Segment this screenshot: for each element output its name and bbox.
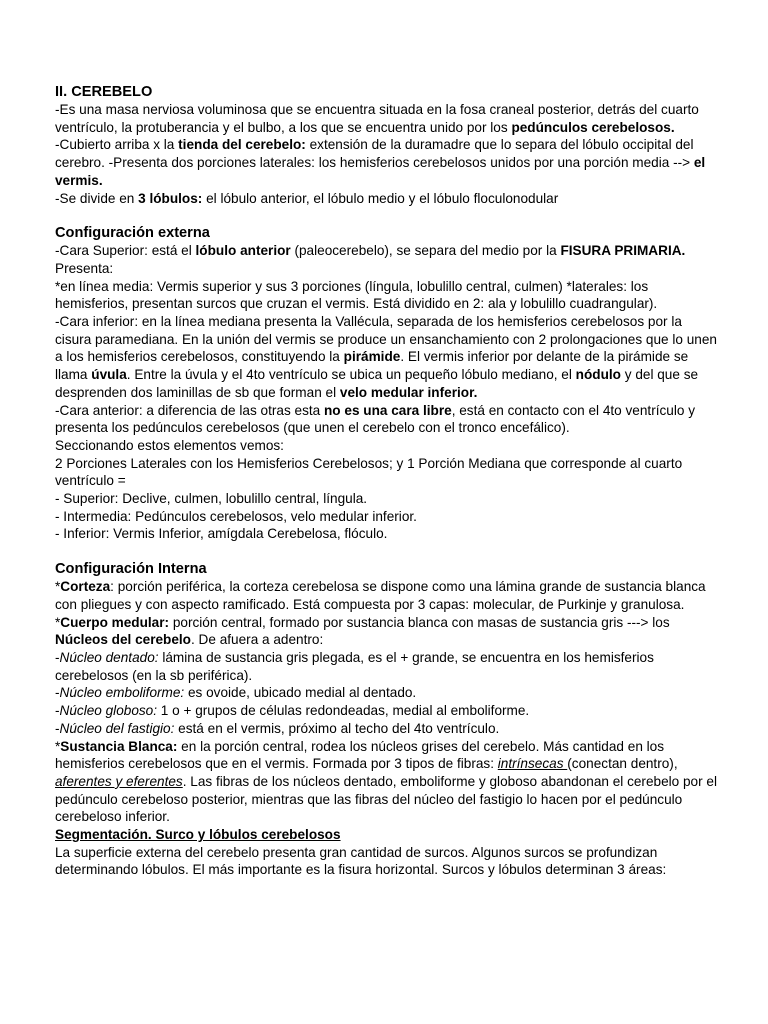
italic-run: Núcleo dentado: <box>59 649 159 665</box>
text-run: extensión de la duramadre que lo separa del lóbulo occipital del cerebro. -Presenta dos porciones laterales: los hemisferios cerebelosos unidos por una porción media --> <box>55 137 694 171</box>
text-run: en la porción central, rodea los núcleos grises del cerebelo. Más cantidad en los hemisferios cerebelosos que en el vermis. Formada por 3 tipos de fibras: <box>55 738 665 772</box>
subsection-heading-underlined <box>55 826 720 844</box>
text-run: -Cara anterior: a diferencia de las otras esta <box>55 402 324 418</box>
list-item: - Superior: Declive, culmen, lobulillo central, língula. <box>55 491 368 507</box>
italic-underline-run: intrínsecas <box>497 756 568 772</box>
bold-run: velo medular inferior. <box>339 384 478 400</box>
bold-run: Corteza <box>60 579 111 595</box>
subsection-heading: Configuración externa <box>55 225 210 242</box>
bold-run: lóbulo anterior <box>195 243 291 259</box>
paragraph <box>55 190 720 208</box>
text-run: - <box>55 685 60 701</box>
text-run: - <box>55 720 60 736</box>
paragraph: Presenta: <box>55 260 114 276</box>
bold-run: el vermis. <box>55 155 706 188</box>
text-run: -Se divide en <box>55 190 139 206</box>
bold-run: Sustancia Blanca: <box>60 738 178 754</box>
paragraph <box>55 242 720 260</box>
bold-run: 3 lóbulos: <box>138 190 203 206</box>
italic-run: Núcleo del fastigio: <box>59 720 175 736</box>
list-item: - Intermedia: Pedúnculos cerebelosos, velo medular inferior. <box>55 508 417 524</box>
text-run: . De afuera a adentro: <box>191 632 324 648</box>
text-run: : porción periférica, la corteza cerebelosa se dispone como una lámina grande de sustancia blanca con pliegues y con aspecto ramificado. Está compuesta por 3 capas: molecular, de Purkinje y granulosa. <box>55 579 706 612</box>
list-item: - Inferior: Vermis Inferior, amígdala Cerebelosa, flóculo. <box>55 526 388 542</box>
subsection-heading: Configuración Interna <box>55 561 207 578</box>
text-run: y del que se desprenden dos laminillas de sb que forman el <box>55 367 699 400</box>
text-run: * <box>55 614 61 630</box>
italic-run: Núcleo globoso: <box>59 703 158 719</box>
text-run: está en el vermis, próximo al techo del 4to ventrículo. <box>174 720 500 736</box>
text-run: . Las fibras de los núcleos dentado, emboliforme y globoso abandonan el cerebelo por el pedúnculo cerebeloso posterior, mientras que las fibras del núcleo del fastigio lo hacen por el pedúnculo cerebeloso inferior. <box>55 773 717 825</box>
text-run: lámina de sustancia gris plegada, es el + grande, se encuentra en los hemisferios cerebelosos (en la sb periférica). <box>55 649 654 683</box>
italic-run: Núcleo emboliforme: <box>59 685 185 701</box>
bold-run: no es una cara libre <box>324 402 452 418</box>
text-run: es ovoide, ubicado medial al dentado. <box>184 685 417 701</box>
text-run: (conectan dentro), <box>567 756 678 772</box>
text-run: , está en contacto con el 4to ventrículo y presenta los pedúnculos cerebelosos (que unen el cerebelo con el tronco encefálico). <box>55 402 696 436</box>
text-run: -Cara inferior: en la línea mediana presenta la Vallécula, separada de los hemisferios cerebelosos por la cisura paramediana. En la unión del vermis se produce un ensanchamiento con 2 prolongaciones que lo unen a los hemisferios cerebelosos, constituyendo la <box>55 314 717 365</box>
paragraph <box>55 136 720 189</box>
text-run: * <box>55 738 61 754</box>
bold-run: pedúnculos cerebelosos. <box>511 119 675 135</box>
paragraph <box>55 702 720 720</box>
text-run: -Es una masa nerviosa voluminosa que se encuentra situada en la fosa craneal posterior, detrás del cuarto ventrículo, la protuberancia y el bulbo, a los que se encuentra unido por los <box>55 102 699 135</box>
text-run: el lóbulo anterior, el lóbulo medio y el lóbulo floculonodular <box>202 190 559 206</box>
bold-underline-run: Segmentación. Surco y lóbulos cerebelosos <box>55 827 341 843</box>
paragraph <box>55 101 720 136</box>
spacer <box>55 543 720 560</box>
text-run: 1 o + grupos de células redondeadas, medial al emboliforme. <box>157 703 530 719</box>
paragraph <box>55 614 720 649</box>
paragraph <box>55 738 720 827</box>
paragraph <box>55 720 720 738</box>
text-run: * <box>55 579 61 595</box>
paragraph <box>55 313 720 402</box>
paragraph: 2 Porciones Laterales con los Hemisferios Cerebelosos; y 1 Porción Mediana que corresponde al cuarto ventrículo = <box>55 455 683 489</box>
bold-run: pirámide <box>343 349 401 365</box>
section-title: II. CEREBELO <box>55 84 153 100</box>
bold-run: Núcleos del cerebelo <box>55 632 191 648</box>
text-run: . El vermis inferior por delante de la pirámide se llama <box>55 349 689 383</box>
text-run: -Cara Superior: está el <box>55 243 196 259</box>
bold-run: FISURA PRIMARIA. <box>560 243 686 259</box>
bold-run: úvula <box>91 367 127 383</box>
paragraph <box>55 649 720 684</box>
bold-run: nódulo <box>575 367 621 383</box>
spacer <box>55 207 720 224</box>
paragraph <box>55 684 720 702</box>
italic-underline-run: aferentes y eferentes <box>55 773 183 789</box>
bold-run: tienda del cerebelo: <box>178 137 306 153</box>
bold-run: Cuerpo medular: <box>60 614 170 630</box>
text-run: (paleocerebelo), se separa del medio por la <box>290 243 561 259</box>
text-run: -Cubierto arriba x la <box>55 137 179 153</box>
text-run: . Entre la úvula y el 4to ventrículo se ubica un pequeño lóbulo mediano, el <box>126 367 576 383</box>
paragraph <box>55 402 720 437</box>
paragraph <box>55 578 720 613</box>
text-run: - <box>55 703 60 719</box>
paragraph: La superficie externa del cerebelo presenta gran cantidad de surcos. Algunos surcos se profundizan determinando lóbulos. El más importante es la fisura horizontal. Surcos y lóbulos determinan 3 áreas: <box>55 844 667 878</box>
text-run: - <box>55 649 60 665</box>
paragraph: *en línea media: Vermis superior y sus 3 porciones (língula, lobulillo central, culmen) *laterales: los hemisferios, presentan surcos que cruzan el vermis. Está dividido en 2: ala y lobulillo cuadrangular). <box>55 278 658 312</box>
text-run: porción central, formado por sustancia blanca con masas de sustancia gris ---> los <box>169 614 670 630</box>
paragraph: Seccionando estos elementos vemos: <box>55 437 284 453</box>
